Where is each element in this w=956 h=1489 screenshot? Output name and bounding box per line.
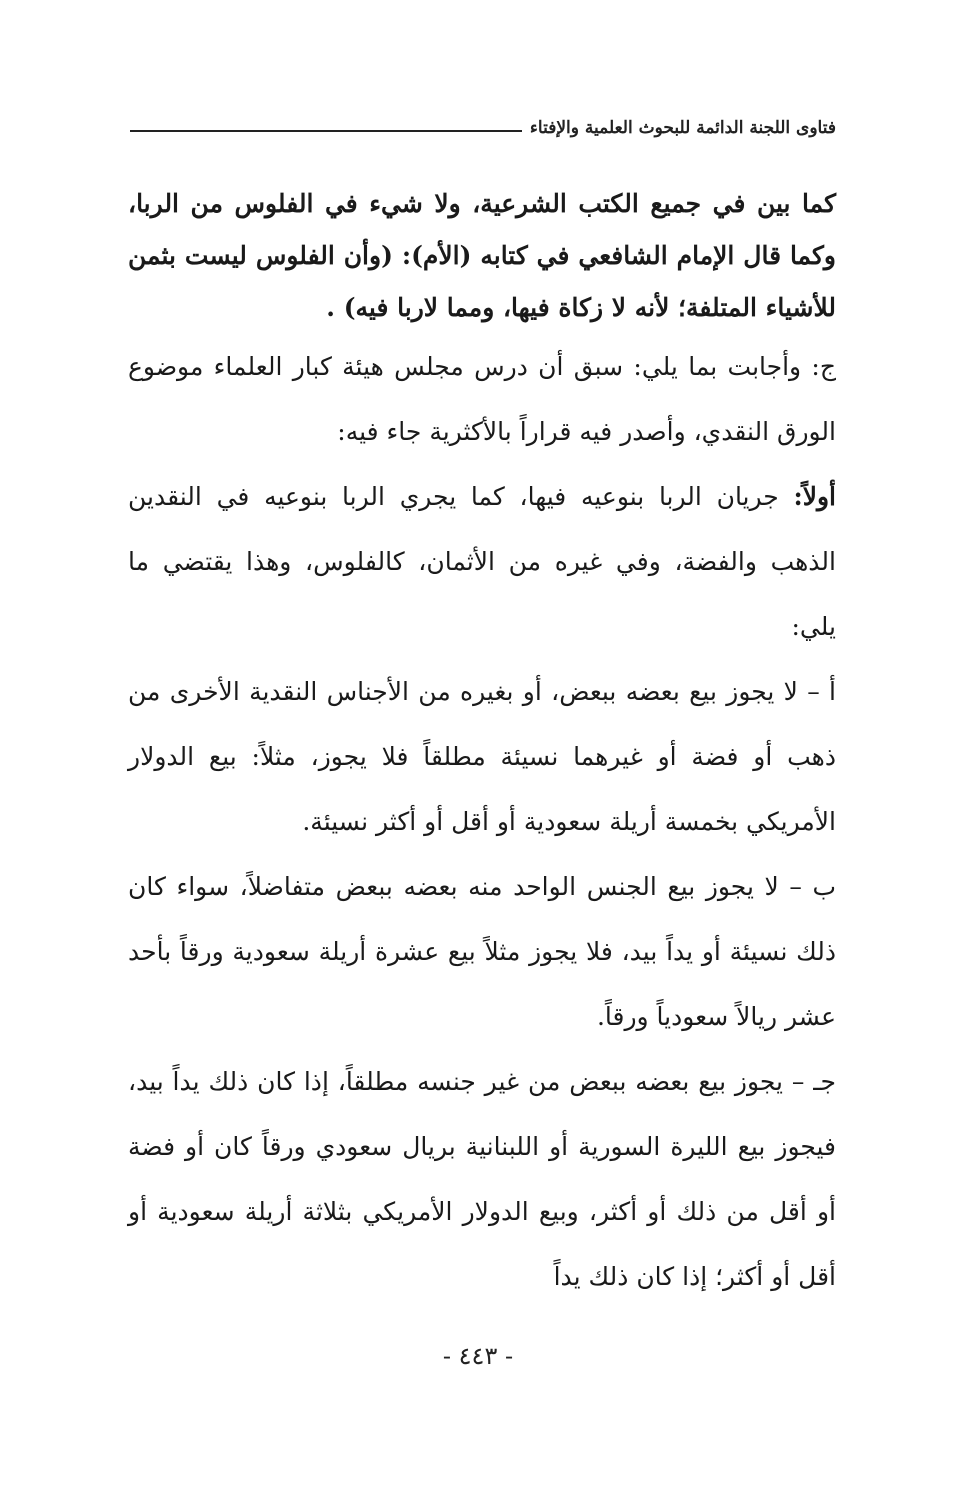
item-a-paragraph: أ – لا يجوز بيع بعضه ببعض، أو بغيره من الأجناس النقدية الأخرى من ذهب أو فضة أو غيرهما نسيئة مطلقاً فلا يجوز، مثلاً: بيع الدولار الأمريكي بخمسة أريلة سعودية أو أقل أو أكثر نسيئة. bbox=[128, 677, 836, 836]
first-ruling-lead: أولاً: bbox=[793, 482, 836, 511]
item-c-paragraph: جـ – يجوز بيع بعضه ببعض من غير جنسه مطلقاً، إذا كان ذلك يداً بيد، فيجوز بيع الليرة السورية أو اللبنانية بريال سعودي ورقاً كان أو فضة أو أقل من ذلك أو أكثر، وبيع الدولار الأمريكي بثلاثة أريلة سعودية أو أقل أو أكثر؛ إذا كان ذلك يداً bbox=[128, 1067, 836, 1291]
quoted-passage: كما بين في جميع الكتب الشرعية، ولا شيء في الفلوس من الربا، وكما قال الإمام الشافعي في كتابه (الأم): (وأن الفلوس ليست بثمن للأشياء المتلفة؛ لأنه لا زكاة فيها، ومما لاربا فيه) . bbox=[128, 189, 836, 322]
header-rule bbox=[130, 130, 522, 132]
first-ruling-text: جريان الربا بنوعيه فيها، كما يجري الربا بنوعيه في النقدين الذهب والفضة، وفي غيره من الأثمان، كالفلوس، وهذا يقتضي ما يلي: bbox=[128, 482, 836, 641]
page-number: - ٤٤٣ - bbox=[442, 1342, 514, 1370]
body-text bbox=[128, 178, 836, 1309]
first-ruling-paragraph bbox=[128, 464, 836, 659]
item-b-paragraph: ب – لا يجوز بيع الجنس الواحد منه بعضه ببعض متفاضلاً، سواء كان ذلك نسيئة أو يداً بيد، فلا يجوز مثلاً بيع عشرة أريلة سعودية ورقاً بأحد عشر ريالاً سعودياً ورقاً. bbox=[128, 872, 836, 1031]
answer-paragraph: ج: وأجابت بما يلي: سبق أن درس مجلس هيئة كبار العلماء موضوع الورق النقدي، وأصدر فيه قراراً بالأكثرية جاء فيه: bbox=[128, 352, 836, 446]
running-header-title: فتاوى اللجنة الدائمة للبحوث العلمية والإفتاء bbox=[529, 118, 836, 138]
running-header bbox=[130, 118, 836, 138]
